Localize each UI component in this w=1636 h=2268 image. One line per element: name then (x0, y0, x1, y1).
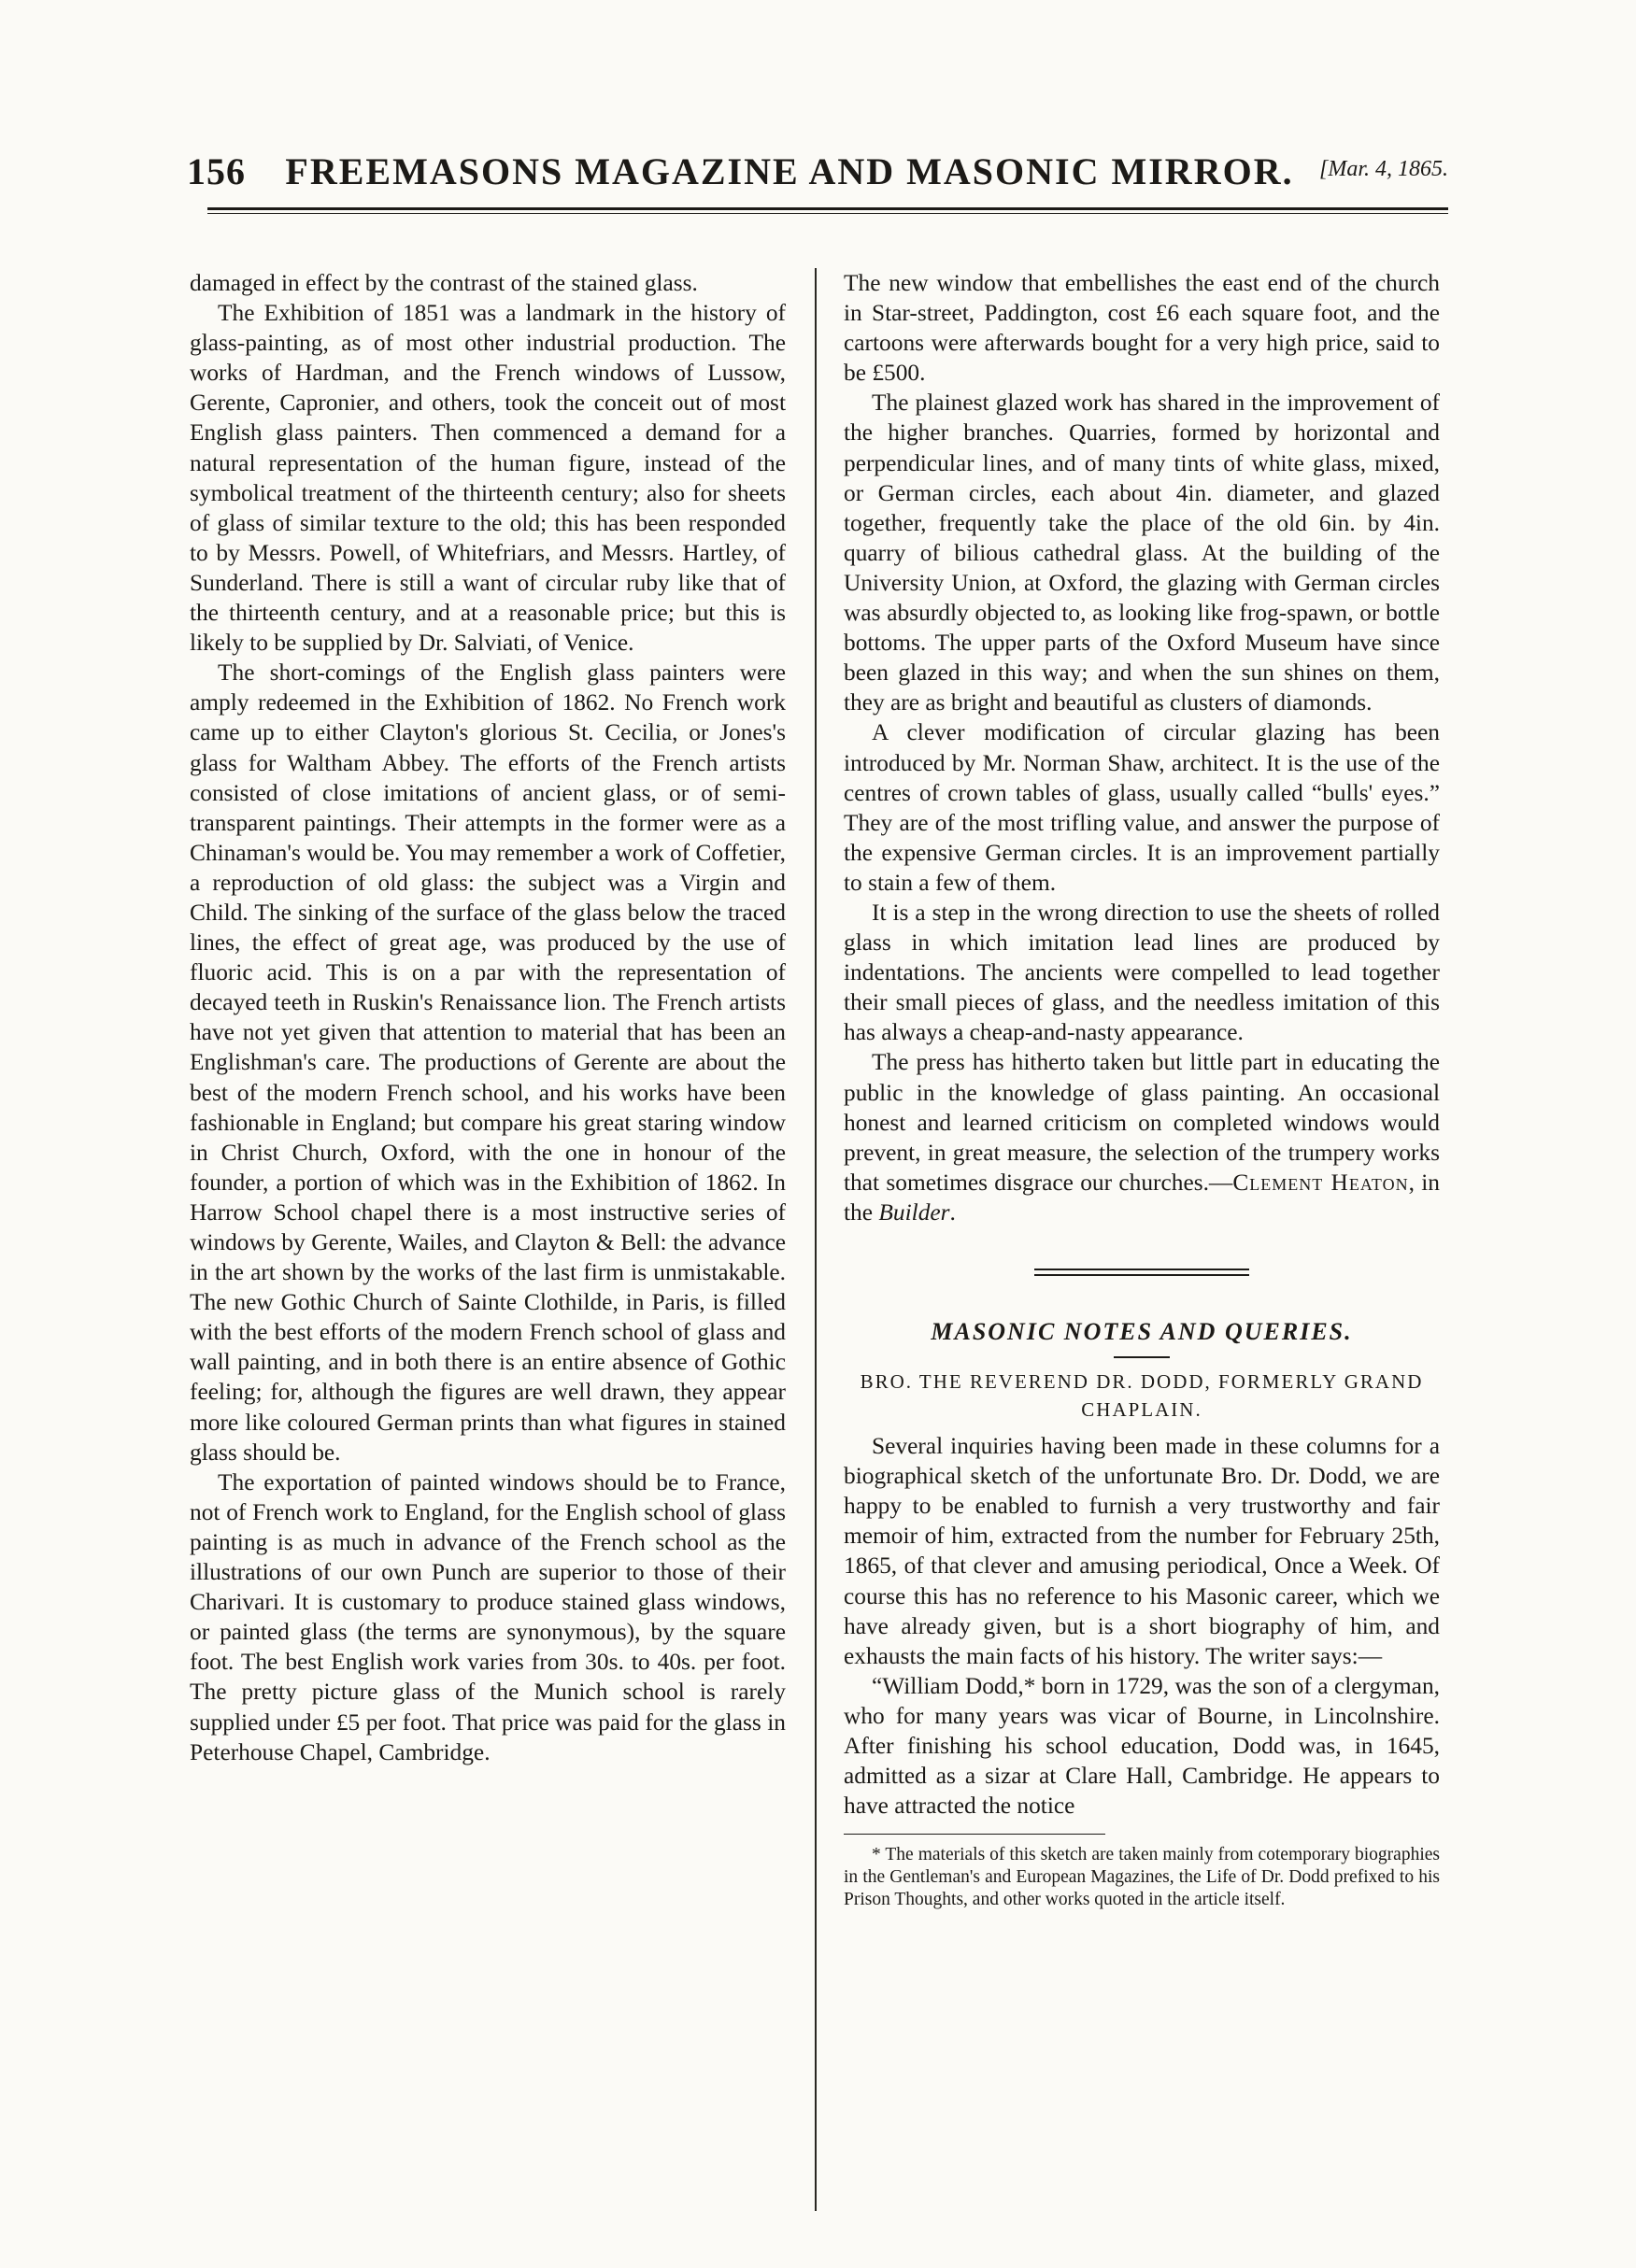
paragraph: It is a step in the wrong direction to use the sheets of rolled glass in which imitation lead lines are produced by indentations. The ancients were compelled to lead together their small pieces of glass, and the needless imitation of this has always a cheap-and-nasty appearance. (844, 899, 1440, 1046)
paragraph: A clever modification of circular glazing has been introduced by Mr. Norman Shaw, architect. It is the use of the centres of crown tables of glass, usually called “bulls' eyes.” They are of the most trifling value, and answer the purpose of the expensive German circles. It is an improvement partially to stain a few of them. (844, 719, 1440, 896)
column-divider (815, 268, 817, 2211)
footnote-rule (844, 1834, 1105, 1835)
issue-date: [Mar. 4, 1865. (1318, 157, 1448, 181)
left-column (190, 268, 786, 1767)
footnote: * The materials of this sketch are taken mainly from cotemporary biographies in the Gentleman's and European Magazines, the Life of Dr. Dodd prefixed to his Prison Thoughts, and other works quoted in the article itself. (844, 1845, 1440, 1910)
magazine-title: FREEMASONS MAGAZINE AND MASONIC MIRROR. (285, 150, 1294, 192)
paragraph: The press has hitherto taken but little part in educating the public in the knowledge of glass painting. An occasional honest and learned criticism on completed windows would prevent, in great measure, the selection of the trumpery works that sometimes disgrace our churches.— (844, 1049, 1440, 1196)
source-publication: Builder (878, 1198, 950, 1226)
signature-tail: , in the (844, 1169, 1440, 1226)
paragraph: The new window that embellishes the east end of the church in Star-street, Paddington, cost £6 each square foot, and the cartoons were afterwards bought for a very high price, said to be £500. (844, 270, 1440, 387)
article-subhead: BRO. THE REVEREND DR. DODD, FORMERLY GRAND CHAPLAIN. (860, 1370, 1424, 1422)
source-end: . (949, 1198, 956, 1226)
page-header (187, 149, 1448, 194)
section-double-rule (1034, 1269, 1249, 1276)
header-rule (207, 207, 1448, 210)
section-short-rule (1114, 1356, 1170, 1358)
paragraph: The short-comings of the English glass painters were amply redeemed in the Exhibition of 1862. No French work came up to either Clayton's glorious St. Cecilia, or Jones's glass for Waltham Abbey. The efforts of the French artists consisted of close imitations of ancient glass, or of semi-transparent paintings. Their attempts in the former were as a Chinaman's would be. You may remember a work of Coffetier, a reproduction of old glass: the subject was a Virgin and Child. The sinking of the surface of the glass below the traced lines, the effect of great age, was produced by the use of fluoric acid. This is on a par with the representation of decayed teeth in Ruskin's Renaissance lion. The French artists have not yet given that attention to material that has been an Englishman's care. The productions of Gerente are about the best of the modern French school, and his works have been fashionable in England; but compare his great staring window in Christ Church, Oxford, with the one in honour of the founder, a portion of which was in the Exhibition of 1862. In Harrow School chapel there is a most instructive series of windows by Gerente, Wailes, and Clayton & Bell: the advance in the art shown by the works of the last firm is unmistakable. The new Gothic Church of Sainte Clothilde, in Paris, is filled with the best efforts of the modern French school of glass and wall painting, and in both there is an entire absence of Gothic feeling; for, although the figures are well drawn, they appear more like coloured German prints than what figures in stained glass should be. (190, 659, 786, 1466)
right-column (844, 268, 1440, 1911)
header-rule-thin (207, 213, 1448, 214)
paragraph: The plainest glazed work has shared in the improvement of the higher branches. Quarries, formed by horizontal and perpendicular lines, and of many tints of white glass, mixed, or German circles, each about 4in. diameter, and glazed together, frequently take the place of the old 6in. by 4in. quarry of bilious cathedral glass. At the building of the University Union, at Oxford, the glazing with German circles was absurdly objected to, as looking like frog-spawn, or bottle bottoms. The upper parts of the Oxford Museum have since been glazed in this way; and when the sun shines on them, they are as bright and beautiful as clusters of diamonds. (844, 390, 1440, 716)
paragraph: damaged in effect by the contrast of the stained glass. (190, 270, 698, 296)
paragraph-with-signature (844, 1047, 1440, 1227)
paragraph: Several inquiries having been made in these columns for a biographical sketch of the unfortunate Bro. Dr. Dodd, we are happy to be enabled to furnish a very trustworthy and fair memoir of him, extracted from the number for February 25th, 1865, of that clever and amusing periodical, Once a Week. Of course this has no reference to his Masonic career, which we have already given, but is a short biography of him, and exhausts the main facts of his history. The writer says:— (844, 1433, 1440, 1669)
paragraph: The Exhibition of 1851 was a landmark in the history of glass-painting, as of most other industrial production. The works of Hardman, and the French windows of Lussow, Gerente, Capronier, and others, took the conceit out of most English glass painters. Then commenced a demand for a natural representation of the human figure, instead of the symbolical treatment of the thirteenth century; also for sheets of glass of similar texture to the old; this has been responded to by Messrs. Powell, of Whitefriars, and Messrs. Hartley, of Sunderland. There is still a want of circular ruby like that of the thirteenth century, and at a reasonable price; but this is likely to be supplied by Dr. Salviati, of Venice. (190, 300, 786, 657)
page-number: 156 (187, 150, 246, 192)
author-signature: Clement Heaton (1232, 1169, 1409, 1196)
paragraph: “William Dodd,* born in 1729, was the son of a clergyman, who for many years was vicar of Bourne, in Lincolnshire. After finishing his school education, Dodd was, in 1645, admitted as a sizar at Clare Hall, Cambridge. He appears to have attracted the notice (844, 1672, 1440, 1820)
section-title: MASONIC NOTES AND QUERIES. (931, 1318, 1353, 1345)
paragraph: The exportation of painted windows should be to France, not of French work to England, for the English school of glass painting is as much in advance of the French school as the illustrations of our own Punch are superior to those of their Charivari. It is customary to produce stained glass windows, or painted glass (the terms are synonymous), by the square foot. The best English work varies from 30s. to 40s. per foot. The pretty picture glass of the Munich school is rarely supplied under £5 per foot. That price was paid for the glass in Peterhouse Chapel, Cambridge. (190, 1468, 786, 1765)
